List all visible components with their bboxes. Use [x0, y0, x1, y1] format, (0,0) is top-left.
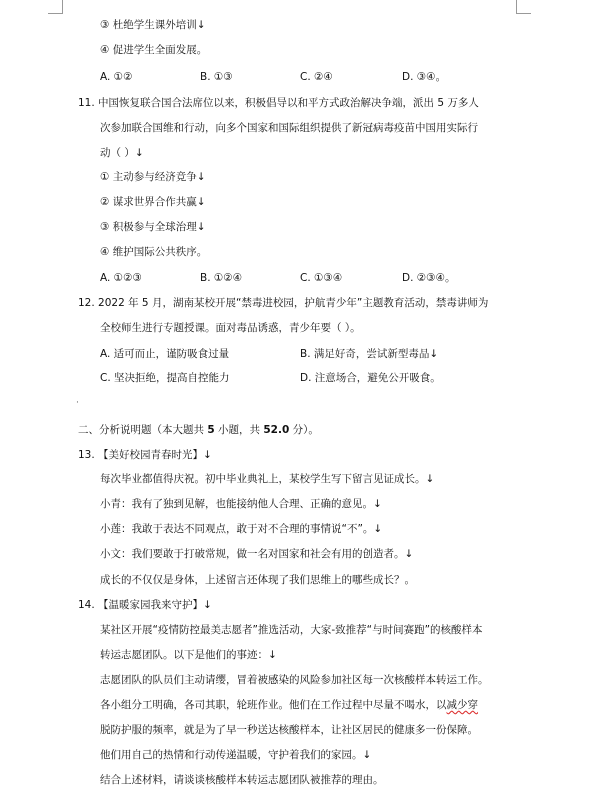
q13-head: 13. 【美好校园青春时光】↓ [78, 449, 212, 461]
q11-option-a: A. ①②③ [100, 272, 142, 284]
q11-line2: 次参加联合国维和行动，向多个国家和国际组织提供了新冠病毒疫苗中国用实际行 [100, 122, 478, 134]
q10-item3: ③ 杜绝学生课外培训↓ [100, 19, 206, 31]
crop-mark-left-h [48, 13, 62, 14]
q12-line1: 12. 2022 年 5 月，湖南某校开展“禁毒进校园，护航青少年”主题教育活动，禁毒讲师为 [78, 297, 489, 309]
crop-mark-right [516, 0, 517, 14]
q13-p1: 每次毕业都值得庆祝。初中毕业典礼上，某校学生写下留言见证成长。↓ [100, 473, 435, 485]
q11-item2: ② 谋求世界合作共赢↓ [100, 196, 206, 208]
q11-option-b: B. ①②④ [200, 272, 243, 284]
q10-option-a: A. ①② [100, 71, 133, 83]
q11-item4: ④ 维护国际公共秩序。 [100, 246, 208, 258]
q14-p4 [100, 698, 478, 712]
q14-head: 14. 【温暖家园我来守护】↓ [78, 599, 212, 611]
q10-option-b: B. ①③ [200, 71, 233, 83]
q10-option-c: C. ②④ [300, 71, 333, 83]
section2-title-prefix: 二、分析说明题（本大题共 [78, 424, 208, 436]
q12-option-d: D. 注意场合，避免公开吸食。 [300, 372, 441, 384]
section2-score: 52.0 [263, 424, 290, 436]
q14-p4-spellcheck: 减少穿 [446, 699, 478, 711]
crop-mark-right-h [517, 13, 531, 14]
section2-count: 5 [207, 424, 215, 436]
q12-option-a: A. 适可而止，谨防吸食过量 [100, 348, 230, 360]
q14-p3: 志愿团队的队员们主动请缨，冒着被感染的风险参加社区每一次核酸样本转运工作。 [100, 674, 489, 686]
q14-p1: 某社区开展“疫情防控最美志愿者”推选活动，大家-致推荐“与时间赛跑”的核酸样本 [100, 624, 483, 636]
section2-title-mid: 小题，共 [214, 424, 264, 436]
q14-p5: 脱防护服的频率，就是为了早一秒送达核酸样本，让社区居民的健康多一份保障。 [100, 724, 478, 736]
q11-option-d: D. ②③④。 [402, 272, 456, 284]
q13-p5: 成长的不仅仅是身体，上述留言还体现了我们思维上的哪些成长？。 [100, 574, 415, 586]
q11-line3: 动（ ）↓ [100, 147, 144, 159]
q14-p6: 他们用自己的热情和行动传递温暖，守护着我们的家园。↓ [100, 749, 372, 761]
paragraph-mark: · [76, 398, 79, 408]
q12-option-c: C. 坚决拒绝，提高自控能力 [100, 372, 230, 384]
section2-title-suffix: 分）。 [289, 424, 319, 436]
q11-item3: ③ 积极参与全球治理↓ [100, 221, 206, 233]
q11-item1: ① 主动参与经济竞争↓ [100, 171, 206, 183]
q12-option-b: B. 满足好奇，尝试新型毒品↓ [300, 348, 439, 360]
q11-line1: 11. 中国恢复联合国合法席位以来，积极倡导以和平方式政治解决争端，派出 5 万多人 [78, 97, 479, 109]
section2-title [78, 423, 319, 437]
q10-option-d: D. ③④。 [402, 71, 447, 83]
q14-p2: 转运志愿团队。以下是他们的事迹：↓ [100, 649, 277, 661]
q13-p3: 小莲：我敢于表达不同观点，敢于对不合理的事情说“不”。↓ [100, 523, 383, 535]
crop-mark-left [62, 0, 63, 14]
q13-p4: 小文：我们要敢于打破常规，做一名对国家和社会有用的创造者。↓ [100, 548, 414, 560]
q14-p7: 结合上述材料，请谈谈核酸样本转运志愿团队被推荐的理由。 [100, 774, 384, 786]
q12-line2: 全校师生进行专题授课。面对毒品诱惑，青少年要（ ）。 [100, 322, 361, 334]
q10-item4: ④ 促进学生全面发展。 [100, 44, 208, 56]
q13-p2: 小青：我有了独到见解，也能接纳他人合理、正确的意见。↓ [100, 498, 382, 510]
q11-option-c: C. ①③④ [300, 272, 343, 284]
q14-p4-text: 各小组分工明确，各司其职，轮班作业。他们在工作过程中尽量不喝水，以 [100, 699, 447, 711]
